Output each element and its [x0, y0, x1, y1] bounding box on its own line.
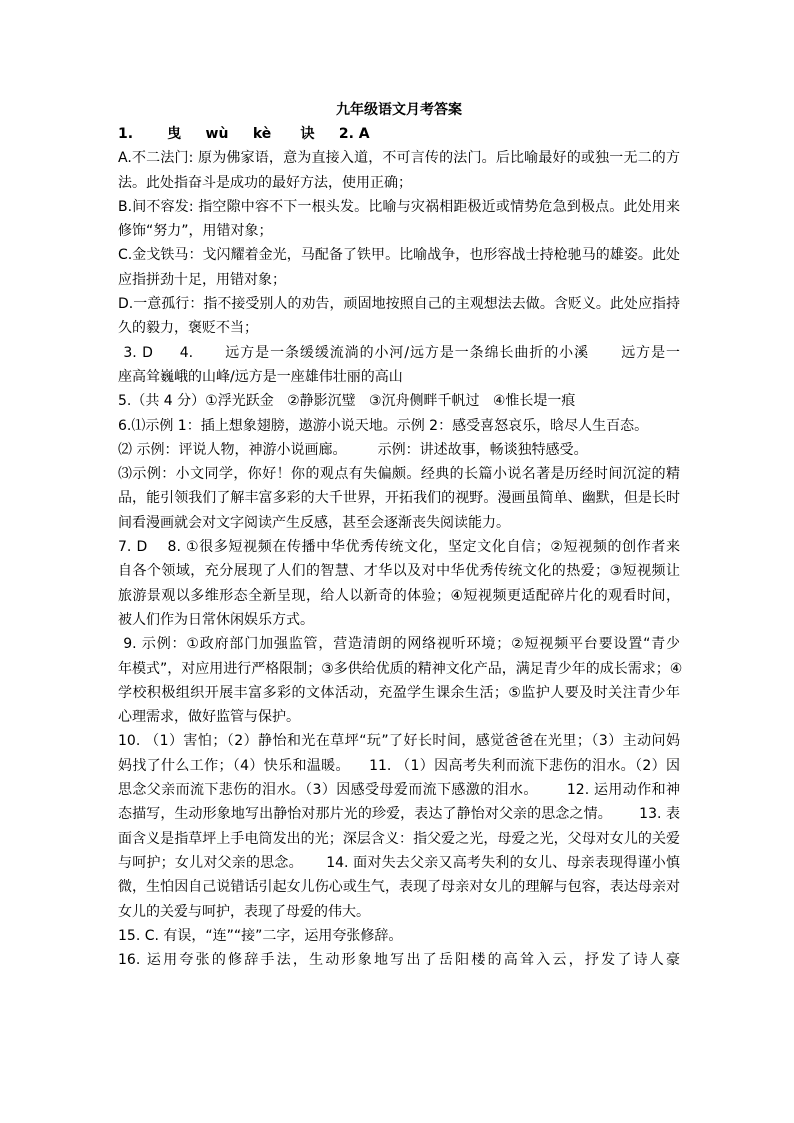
answer-line-9: 久的毅力，褒贬不当；	[118, 320, 258, 337]
answer-line-2: A.不二法门: 原为佛家语，意为直接入道，不可言传的法门。后比喻最好的或独一无二的方	[118, 150, 680, 167]
answer-line-8: D.一意孤行：指不接受别人的劝告，顽固地按照自己的主观想法去做。含贬义。此处应指持	[118, 296, 680, 313]
answer-line-19: 自各个领域，充分展现了人们的智慧、才华以及对中华优秀传统文化的热爱；③短视频让	[118, 563, 680, 580]
answer-line-3: 法。此处指奋斗是成功的最好方法，使用正确；	[118, 174, 412, 191]
answer-line-16: 品，能引领我们了解丰富多彩的大千世界，开拓我们的视野。漫画虽简单、幽默，但是长时	[118, 490, 680, 507]
answer-line-34: 15. C. 有误，“连”“接”二字，运用夸张修辞。	[118, 927, 403, 944]
answer-line-30: 面含义是指草坪上手电筒发出的光；深层含义：指父爱之光，母爱之光，父母对女儿的关爱	[118, 830, 680, 847]
answer-line-4: B.间不容发: 指空隙中容不下一根头发。比喻与灾祸相距极近或情势危急到极点。此处用来	[118, 198, 680, 215]
answer-line-31: 与呵护；女儿对父亲的思念。 14. 面对失去父亲又高考失利的女儿、母亲表现得谨小慎	[118, 854, 680, 871]
answer-line-24: 学校积极组织开展丰富多彩的文体活动，充盈学生课余生活；⑤监护人要及时关注青少年	[118, 684, 680, 701]
answer-line-23: 年模式”，对应用进行严格限制；③多供给优质的精神文化产品，满足青少年的成长需求；④	[118, 660, 683, 677]
answer-line-13: 6.⑴示例 1：插上想象翅膀，遨游小说天地。示例 2：感受喜怒哀乐，晗尽人生百态。	[118, 417, 649, 434]
answer-line-15: ⑶示例：小文同学，你好！你的观点有失偏颇。经典的长篇小说名著是历经时间沉淀的精	[118, 466, 680, 483]
answer-line-12: 5.（共 4 分）①浮光跃金 ②静影沉璧 ③沉舟侧畔千帆过 ④惟长堤一痕	[118, 393, 576, 410]
answer-line-26: 10. （1）害怕；（2）静怡和光在草坪“玩”了好长时间，感觉爸爸在光里；（3）主动问妈	[118, 733, 680, 750]
answer-line-5: 修饰“努力”，用错对象；	[118, 223, 273, 240]
answer-line-10: 3. D 4. 远方是一条缓缓流淌的小河/远方是一条绵长曲折的小溪 远方是一	[118, 344, 680, 361]
answer-line-14: ⑵ 示例：评说人物，神游小说画廊。 示例：讲述故事，畅谈独特感受。	[118, 441, 588, 458]
answer-line-6: C.金戈铁马：戈闪耀着金光，马配备了铁甲。比喻战争，也形容战士持枪驰马的雄姿。此处	[118, 247, 680, 264]
answer-line-28: 思念父亲而流下悲伤的泪水。（3）因感受母爱而流下感激的泪水。 12. 运用动作和神	[118, 782, 680, 799]
answer-line-20: 旅游景观以多维形态全新呈现，给人以新奇的体验；④短视频更适配碎片化的观看时间，	[118, 587, 680, 604]
answer-sheet-page	[118, 98, 683, 972]
page-title: 九年级语文月考答案	[336, 102, 462, 118]
answer-line-35: 16. 运用夸张的修辞手法，生动形象地写出了岳阳楼的高耸入云，抒发了诗人豪	[118, 952, 680, 969]
answer-line-25: 心理需求，做好监管与保护。	[118, 709, 300, 726]
answer-line-33: 女儿的关爱与呵护，表现了母爱的伟大。	[118, 903, 370, 920]
answer-line-1: 1. 曳 wù kè 诀 2. A	[118, 126, 370, 142]
answer-line-17: 间看漫画就会对文字阅读产生反感，甚至会逐渐丧失阅读能力。	[118, 514, 510, 531]
answer-line-18: 7. D 8. ①很多短视频在传播中华优秀传统文化，坚定文化自信；②短视频的创作者来	[118, 539, 680, 556]
answer-line-27: 妈找了什么工作；（4）快乐和温暖。 11. （1）因高考失利而流下悲伤的泪水。（2）因	[118, 757, 680, 774]
answer-line-22: 9. 示例：①政府部门加强监管，营造清朗的网络视听环境；②短视频平台要设置“青少	[118, 636, 680, 653]
answer-line-7: 应指拼劲十足，用错对象；	[118, 271, 286, 288]
answer-line-21: 被人们作为日常休闲娱乐方式。	[118, 611, 314, 628]
answer-line-32: 微，生怕因自己说错话引起女儿伤心或生气，表现了母亲对女儿的理解与包容，表达母亲对	[118, 879, 680, 896]
answer-line-29: 态描写，生动形象地写出静怡对那片光的珍爱，表达了静怡对父亲的思念之情。 13. 表	[118, 806, 680, 823]
answer-line-11: 座高耸巍峨的山峰/远方是一座雄伟壮丽的高山	[118, 368, 403, 385]
